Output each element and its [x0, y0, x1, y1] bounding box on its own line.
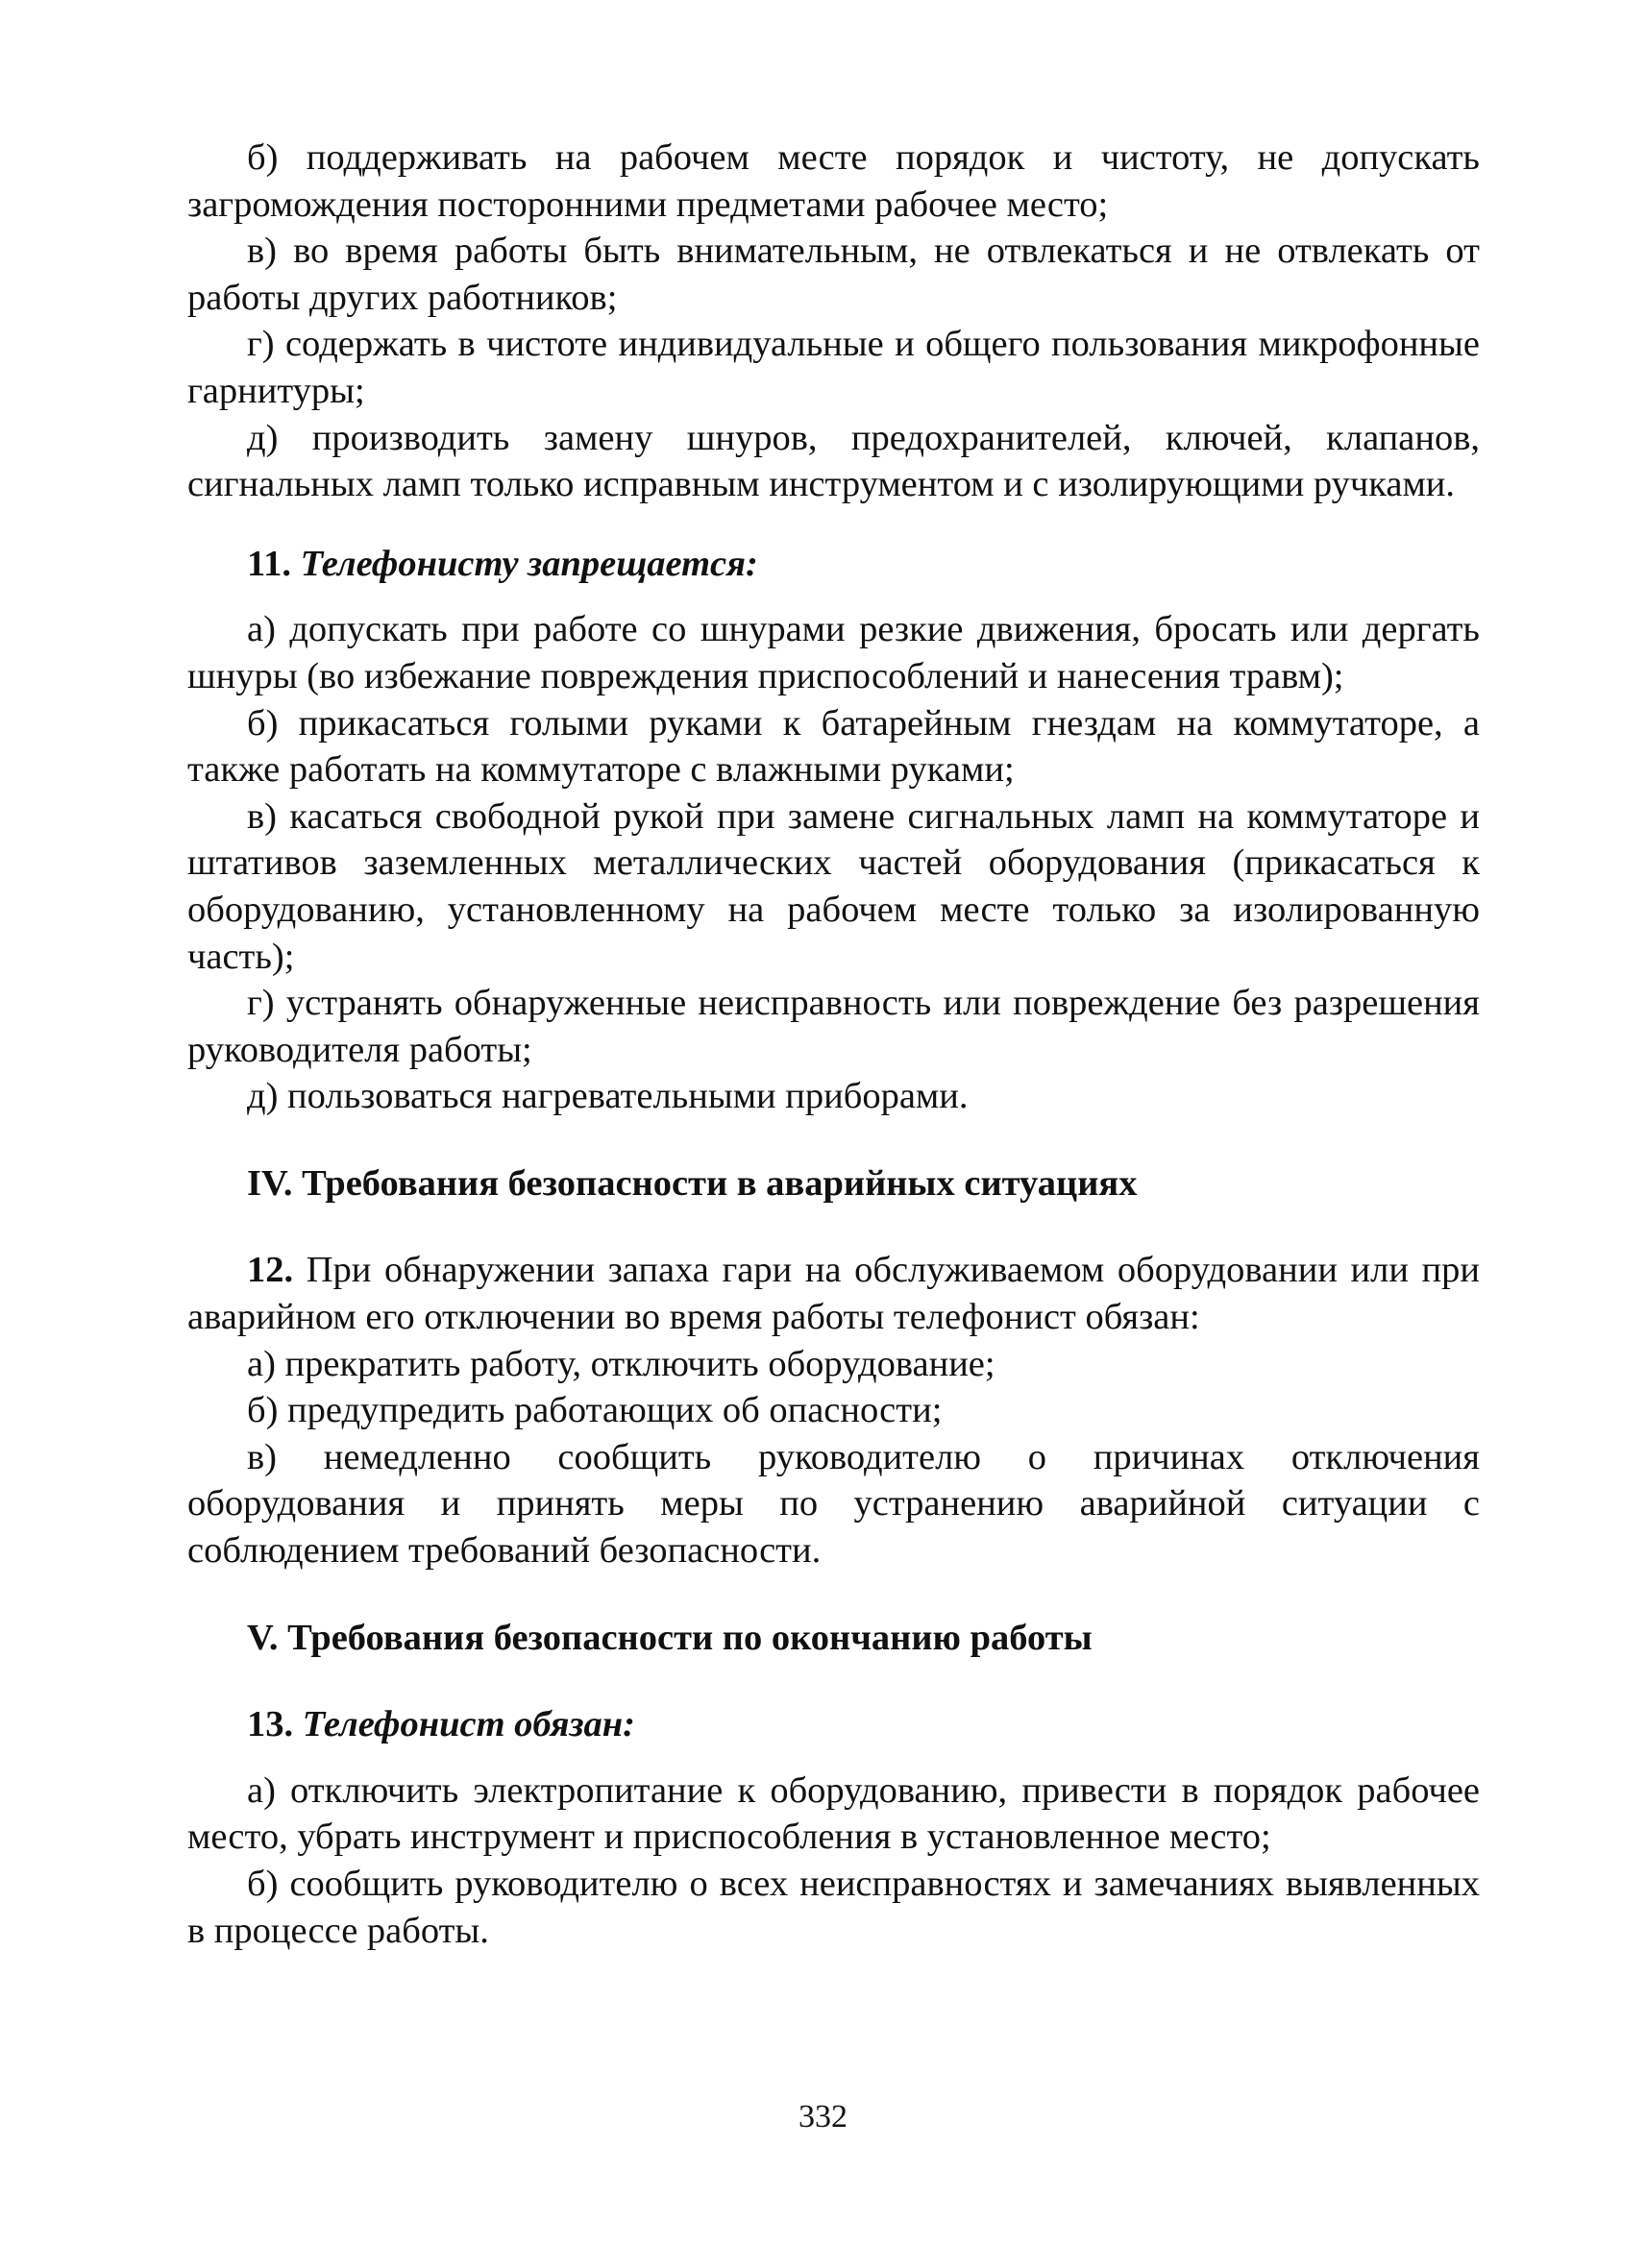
list-item: в) немедленно сообщить руководителю о причинах отключения оборудования и принять меры по устранению аварийной ситуации с соблюдением требований безопасности. — [187, 1436, 1480, 1572]
clause-13-heading — [187, 1701, 1480, 1748]
clause-11-heading — [187, 541, 1480, 588]
paragraph-item-d: д) производить замену шнуров, предохранителей, ключей, клапанов, сигнальных ламп только исправным инструментом и с изолирующими ручками. — [187, 417, 1480, 505]
list-item: д) пользоваться нагревательными приборами. — [247, 1076, 969, 1117]
section-heading: IV. Требования безопасности в аварийных ситуациях — [247, 1162, 1138, 1204]
clause-12-paragraph — [187, 1247, 1480, 1340]
paragraph-item-g: г) содержать в чистоте индивидуальные и общего пользования микрофонные гарнитуры; — [187, 324, 1480, 411]
list-item: б) предупредить работающих об опасности; — [247, 1390, 943, 1431]
clause-text: При обнаружении запаха гари на обслуживаемом оборудовании или при аварийном его отключении во время работы телефонист обязан: — [187, 1250, 1481, 1338]
paragraph-item-v: в) во время работы быть внимательным, не отвлекаться и не отвлекать от работы других работников; — [187, 231, 1480, 318]
list-item: а) допускать при работе со шнурами резкие движения, бросать или дергать шнуры (во избежание повреждения приспособлений и нанесения травм); — [187, 609, 1480, 696]
list-item: б) прикасаться голыми руками к батарейным гнездам на коммутаторе, а также работать на коммутаторе с влажными руками; — [187, 702, 1480, 791]
list-item: в) касаться свободной рукой при замене сигнальных ламп на коммутаторе и штативов заземленных металлических частей оборудования (прикасаться к оборудованию, установленному на рабочем месте только за изолированную часть); — [187, 795, 1480, 977]
clause-title: Телефонист обязан: — [302, 1704, 635, 1745]
list-item: г) устранять обнаруженные неисправность или повреждение без разрешения руководителя работы; — [187, 983, 1480, 1070]
list-item: а) отключить электропитание к оборудованию, привести в порядок рабочее место, убрать инструмент и приспособления в установленное место; — [187, 1769, 1480, 1858]
paragraph-item-b: б) поддерживать на рабочем месте порядок и чистоту, не допускать загромождения посторонними предметами рабочее место; — [187, 137, 1480, 225]
page-number: 332 — [798, 2099, 848, 2134]
list-item: б) сообщить руководителю о всех неисправностях и замечаниях выявленных в процессе работы. — [187, 1864, 1480, 1951]
list-item: а) прекратить работу, отключить оборудование; — [247, 1343, 995, 1384]
document-page — [187, 134, 1480, 1954]
section-heading: V. Требования безопасности по окончанию работы — [247, 1617, 1093, 1658]
clause-title: Телефонисту запрещается: — [300, 543, 758, 584]
clause-number: 11. — [247, 543, 292, 584]
clause-number: 13. — [247, 1704, 294, 1745]
clause-number: 12. — [247, 1250, 294, 1291]
